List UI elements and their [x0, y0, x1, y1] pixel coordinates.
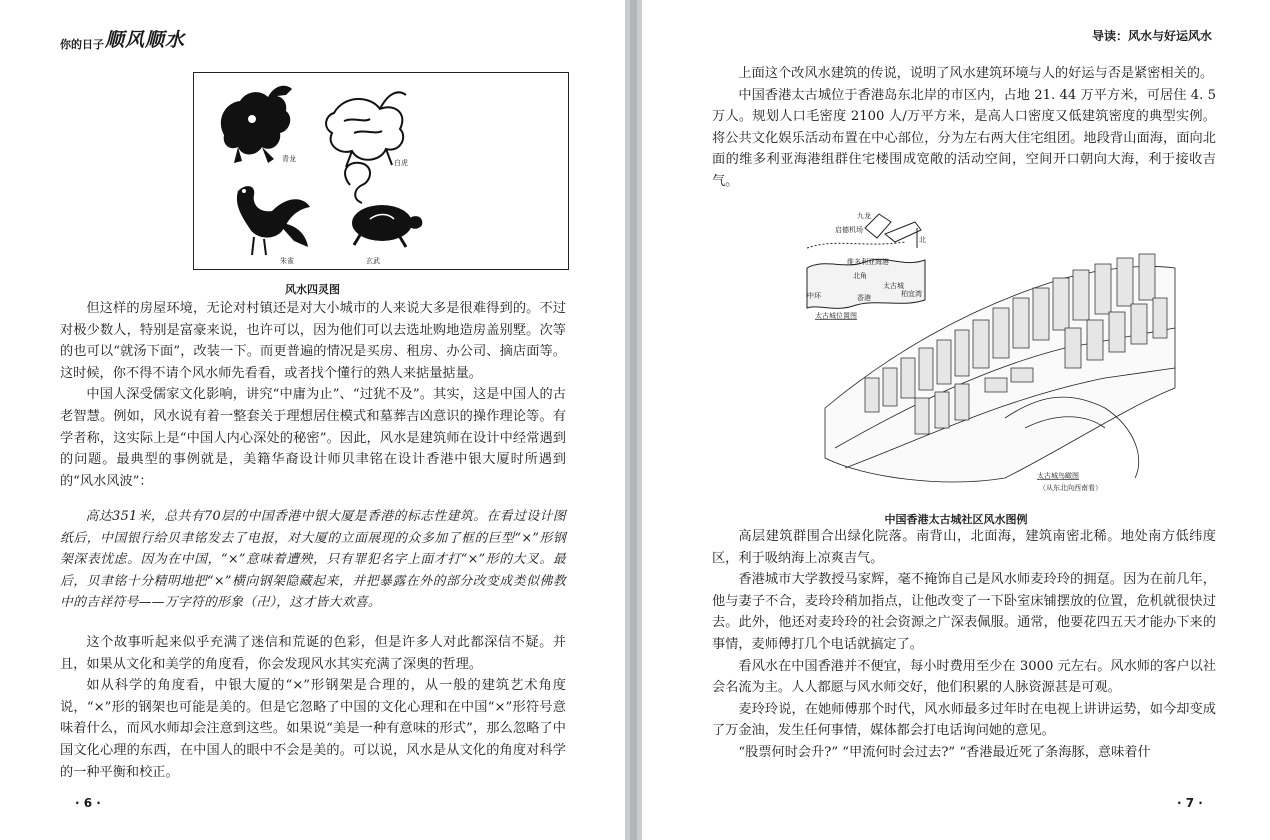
book-title-header [60, 30, 185, 52]
map-label-victoria-harbour: 维多利亚海港 [847, 258, 889, 266]
vermilion-bird-image [237, 186, 310, 255]
label-black-tortoise: 玄武 [366, 257, 380, 265]
paragraph: 如从科学的角度看，中银大厦的“×”形钢架是合理的，从一般的建筑艺术角度说，“×”形的钢架也可能是美的。但是它忽略了中国的文化心理和在中国“×”形符号意味着什么，而风水师却会注意到这些。如果说“美是一种有意味的形式”，那么忽略了中国文化心理的东西，在中国人的眼中不会是美的。可以说，风水是从文化的角度对科学的一种平衡和校正。 [60, 678, 566, 780]
paragraph: 这个故事听起来似乎充满了迷信和荒诞的色彩，但是许多人对此都深信不疑。并且，如果从文化和美学的角度看，你会发现风水其实充满了深奥的哲理。 [60, 635, 566, 672]
paragraph: 中国香港太古城位于香港岛东北岸的市区内，占地 21. 44 万平方米，可居住 4. 5 万人。规划人口毛密度 2100 人/万平方米，是高人口密度又低建筑密度的典型实例。将公共文化娱乐活动布置在中心部位，分为左右两大住宅组团。地段背山面海，面向北面的维多利亚海港组群住宅楼围成宽敞的活动空间，空间开口朝向大海，利于接收吉气。 [712, 87, 1216, 189]
page-number: · 6 · [75, 796, 101, 810]
right-body-text-2 [712, 526, 1216, 764]
black-tortoise-image [345, 163, 422, 247]
label-white-tiger: 白虎 [394, 159, 408, 167]
four-spirits-figure [193, 72, 569, 270]
map-caption: 中国香港太古城社区风水图例 [884, 513, 1028, 526]
map-label-kowloon: 九龙 [857, 212, 871, 220]
map-label-kai-tak: 启德机场 [835, 226, 863, 234]
gutter-shadow [630, 0, 637, 840]
left-body-text-2 [60, 632, 566, 783]
map-label-north-point: 北角 [853, 272, 867, 280]
header-title-small: 你的日子 [60, 38, 104, 51]
left-quote-block [60, 506, 566, 614]
paragraph: “股票何时会升?” “甲流何时会过去?” “香港最近死了条海豚，意味着什 [738, 744, 1151, 760]
right-body-text-1 [712, 63, 1216, 193]
page-number: · 7 · [1177, 796, 1203, 810]
azure-dragon-image [221, 86, 292, 163]
label-vermilion-bird: 朱雀 [280, 257, 294, 265]
map-label-central: 中环 [807, 292, 821, 300]
left-page [0, 0, 625, 840]
paragraph: 看风水在中国香港并不便宜，每小时费用至少在 3000 元左右。风水师的客户以社会名流为主。人人都愿与风水师交好，他们积累的人脉资源甚是可观。 [712, 658, 1216, 696]
left-body-text-1 [60, 298, 566, 492]
page-gutter [625, 0, 642, 840]
map-label-view-direction: （从东北向西南看） [1039, 484, 1102, 492]
paragraph: 高层建筑群围合出绿化院落。南背山，北面海，建筑南密北稀。地处南方低纬度区，利于吸纳海上凉爽吉气。 [712, 529, 1216, 566]
paragraph: 香港城市大学教授马家辉，毫不掩饰自己是风水师麦玲玲的拥趸。因为在前几年，他与妻子不合，麦玲玲稍加指点，让他改变了一下卧室床铺摆放的位置，危机就很快过去。此外，他还对麦玲玲的社会资源之广深表佩服。通常，他要花四五天才能办下来的事情，麦师傅打几个电话就搞定了。 [712, 572, 1216, 652]
taikoo-shing-figure [805, 208, 1177, 500]
map-label-hong-kong: 香港 [857, 294, 871, 302]
figure-caption: 风水四灵图 [285, 283, 340, 296]
four-spirits-illustration [194, 73, 568, 269]
paragraph: 麦玲玲说，在她师傅那个时代，风水师最多过年时在电视上讲讲运势，如今却变成了万金油，发生任何事情，媒体都会打电话询问她的意见。 [712, 701, 1216, 739]
map-label-taikoo-shing: 太古城 [883, 282, 904, 290]
map-label-aerial-title: 太古城鸟瞰图 [1037, 472, 1079, 480]
map-label-chai-wan: 柏宜湾 [901, 290, 922, 298]
chapter-header: 导读：风水与好运风水 [1091, 29, 1212, 43]
white-tiger-image [326, 92, 406, 167]
paragraph: 上面这个改风水建筑的传说，说明了风水建筑环境与人的好运与否是紧密相关的。 [738, 66, 1214, 81]
map-label-location-title: 太古城位置图 [815, 312, 857, 320]
paragraph: 中国人深受儒家文化影响，讲究“中庸为止”、“过犹不及”。其实，这是中国人的古老智慧。例如，风水说有着一整套关于理想居住模式和墓葬吉凶意识的操作理论等。有学者称，这实际上是“中国人内心深处的秘密”。因此，风水是建筑师在设计中经常遇到的问题。最典型的事例就是，美籍华裔设计师贝聿铭在设计香港中银大厦时所遇到的“风水风波”： [60, 387, 566, 489]
map-label-north: 北 [919, 236, 926, 244]
label-azure-dragon: 青龙 [282, 155, 296, 163]
quoted-paragraph: 高达351米，总共有70层的中国香港中银大厦是香港的标志性建筑。在看过设计图纸后，中国银行给贝聿铭发去了电报，对大厦的立面展现的众多加了框的巨型“×”形钢架深表忧虑。因为在中国，“×”意味着遭殃，只有罪犯名字上面才打“×”形的大叉。最后，贝聿铭十分精明地把“×”横向钢架隐藏起来，并把暴露在外的部分改变成类似佛教中的吉祥符号——万字符的形象（卍），这才皆大欢喜。 [60, 509, 566, 611]
taikoo-shing-map [805, 208, 1177, 500]
paragraph: 但这样的房屋环境，无论对村镇还是对大小城市的人来说大多是很难得到的。不过对极少数人，特别是富豪来说，也许可以，因为他们可以去选址购地造房盖别墅。次等的也可以“就汤下面”，改装一下。而更普遍的情况是买房、租房、办公司、摘店面等。这时候，你不得不请个风水师先看看，或者找个懂行的熟人来掂量掂量。 [60, 301, 566, 381]
header-title-calligraphy: 顺风顺水 [105, 29, 186, 51]
